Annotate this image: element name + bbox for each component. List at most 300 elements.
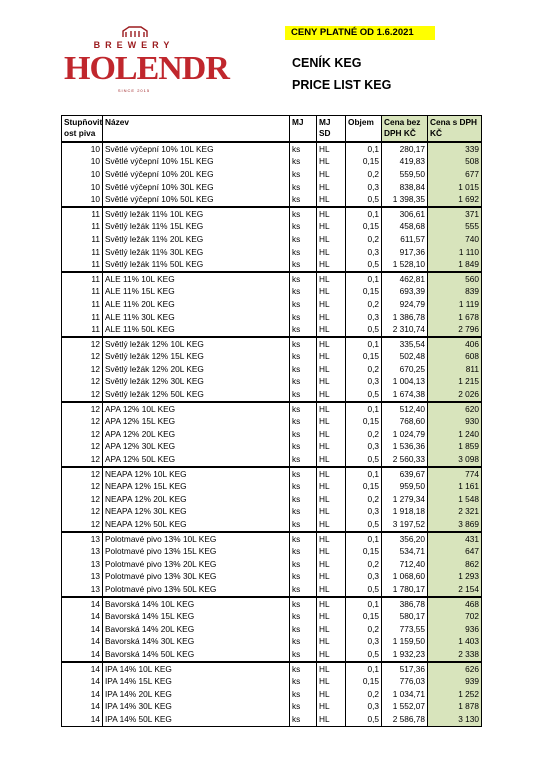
- logo-brewery-text: BREWERY: [93, 40, 175, 50]
- cell-price-excl-vat: 1 674,38: [382, 388, 428, 402]
- cell-name: IPA 14% 30L KEG: [103, 701, 290, 714]
- cell-volume: 0,3: [346, 441, 382, 454]
- cell-price-incl-vat: 930: [428, 415, 482, 428]
- cell-price-excl-vat: 512,40: [382, 402, 428, 416]
- table-row: [62, 441, 482, 454]
- cell-name: Světlý ležák 12% 50L KEG: [103, 388, 290, 402]
- table-row: [62, 648, 482, 662]
- cell-price-excl-vat: 1 159,50: [382, 636, 428, 649]
- cell-grade: 11: [62, 246, 103, 259]
- cell-unit: ks: [290, 506, 317, 519]
- table-row: [62, 181, 482, 194]
- cell-name: Světlé výčepní 10% 10L KEG: [103, 142, 290, 156]
- cell-volume: 0,1: [346, 337, 382, 351]
- cell-grade: 11: [62, 323, 103, 337]
- table-row: [62, 623, 482, 636]
- cell-grade: 13: [62, 558, 103, 571]
- cell-name: IPA 14% 15L KEG: [103, 675, 290, 688]
- cell-name: APA 12% 15L KEG: [103, 415, 290, 428]
- cell-grade: 12: [62, 376, 103, 389]
- cell-name: IPA 14% 50L KEG: [103, 713, 290, 726]
- cell-price-incl-vat: 862: [428, 558, 482, 571]
- cell-volume: 0,1: [346, 597, 382, 611]
- cell-unit: ks: [290, 323, 317, 337]
- cell-price-excl-vat: 670,25: [382, 363, 428, 376]
- cell-price-incl-vat: 626: [428, 662, 482, 676]
- cell-grade: 12: [62, 518, 103, 532]
- cell-unit-sd: HL: [317, 286, 346, 299]
- logo-wordmark: HOLENDR: [64, 50, 229, 87]
- cell-unit: ks: [290, 428, 317, 441]
- table-row: [62, 453, 482, 467]
- cell-price-excl-vat: 559,50: [382, 168, 428, 181]
- cell-price-excl-vat: 1 528,10: [382, 258, 428, 272]
- cell-price-excl-vat: 959,50: [382, 480, 428, 493]
- cell-grade: 12: [62, 351, 103, 364]
- table-row: [62, 428, 482, 441]
- cell-unit-sd: HL: [317, 662, 346, 676]
- table-row: [62, 688, 482, 701]
- cell-grade: 12: [62, 493, 103, 506]
- cell-price-excl-vat: 712,40: [382, 558, 428, 571]
- cell-price-excl-vat: 2 310,74: [382, 323, 428, 337]
- cell-grade: 14: [62, 675, 103, 688]
- cell-price-excl-vat: 1 398,35: [382, 193, 428, 207]
- cell-name: Bavorská 14% 15L KEG: [103, 610, 290, 623]
- cell-price-incl-vat: 1 119: [428, 298, 482, 311]
- table-row: [62, 571, 482, 584]
- cell-unit: ks: [290, 583, 317, 597]
- cell-price-excl-vat: 502,48: [382, 351, 428, 364]
- cell-price-incl-vat: 702: [428, 610, 482, 623]
- cell-price-excl-vat: 1 279,34: [382, 493, 428, 506]
- table-header-row: [62, 116, 482, 143]
- cell-grade: 14: [62, 648, 103, 662]
- table-row: [62, 583, 482, 597]
- cell-volume: 0,15: [346, 480, 382, 493]
- cell-volume: 0,5: [346, 713, 382, 726]
- page-title-cz: CENÍK KEG: [292, 56, 362, 70]
- cell-volume: 0,15: [346, 286, 382, 299]
- cell-price-incl-vat: 1 215: [428, 376, 482, 389]
- cell-grade: 11: [62, 311, 103, 324]
- cell-grade: 12: [62, 402, 103, 416]
- cell-name: Bavorská 14% 50L KEG: [103, 648, 290, 662]
- cell-unit: ks: [290, 221, 317, 234]
- cell-unit-sd: HL: [317, 518, 346, 532]
- cell-volume: 0,15: [346, 221, 382, 234]
- cell-name: Světlý ležák 12% 30L KEG: [103, 376, 290, 389]
- table-row: [62, 402, 482, 416]
- cell-unit-sd: HL: [317, 258, 346, 272]
- cell-price-incl-vat: 1 678: [428, 311, 482, 324]
- table-row: [62, 323, 482, 337]
- cell-unit-sd: HL: [317, 675, 346, 688]
- cell-volume: 0,1: [346, 532, 382, 546]
- cell-unit-sd: HL: [317, 207, 346, 221]
- cell-unit-sd: HL: [317, 376, 346, 389]
- cell-name: Polotmavé pivo 13% 15L KEG: [103, 545, 290, 558]
- cell-unit: ks: [290, 493, 317, 506]
- cell-unit: ks: [290, 597, 317, 611]
- cell-volume: 0,1: [346, 142, 382, 156]
- table-row: [62, 233, 482, 246]
- cell-price-incl-vat: 3 869: [428, 518, 482, 532]
- cell-unit: ks: [290, 648, 317, 662]
- validity-banner: CENY PLATNÉ OD 1.6.2021: [285, 26, 435, 40]
- cell-price-incl-vat: 1 849: [428, 258, 482, 272]
- cell-name: Světlý ležák 11% 20L KEG: [103, 233, 290, 246]
- cell-unit: ks: [290, 441, 317, 454]
- cell-unit-sd: HL: [317, 648, 346, 662]
- cell-unit: ks: [290, 545, 317, 558]
- cell-price-excl-vat: 1 552,07: [382, 701, 428, 714]
- cell-grade: 14: [62, 610, 103, 623]
- cell-price-excl-vat: 462,81: [382, 272, 428, 286]
- cell-unit-sd: HL: [317, 142, 346, 156]
- cell-name: Světlý ležák 11% 50L KEG: [103, 258, 290, 272]
- cell-price-incl-vat: 1 015: [428, 181, 482, 194]
- cell-name: ALE 11% 20L KEG: [103, 298, 290, 311]
- cell-unit: ks: [290, 688, 317, 701]
- cell-grade: 10: [62, 168, 103, 181]
- cell-price-incl-vat: 2 796: [428, 323, 482, 337]
- cell-unit-sd: HL: [317, 363, 346, 376]
- cell-price-incl-vat: 839: [428, 286, 482, 299]
- cell-volume: 0,5: [346, 388, 382, 402]
- table-row: [62, 713, 482, 726]
- cell-grade: 12: [62, 441, 103, 454]
- cell-unit-sd: HL: [317, 156, 346, 169]
- cell-price-excl-vat: 917,36: [382, 246, 428, 259]
- cell-unit-sd: HL: [317, 506, 346, 519]
- cell-grade: 11: [62, 258, 103, 272]
- cell-price-excl-vat: 580,17: [382, 610, 428, 623]
- cell-grade: 11: [62, 286, 103, 299]
- cell-grade: 11: [62, 207, 103, 221]
- cell-price-incl-vat: 2 154: [428, 583, 482, 597]
- table-row: [62, 207, 482, 221]
- cell-price-incl-vat: 740: [428, 233, 482, 246]
- cell-unit-sd: HL: [317, 181, 346, 194]
- cell-name: Světlý ležák 12% 15L KEG: [103, 351, 290, 364]
- cell-name: Bavorská 14% 30L KEG: [103, 636, 290, 649]
- cell-grade: 10: [62, 181, 103, 194]
- cell-volume: 0,2: [346, 363, 382, 376]
- cell-unit: ks: [290, 272, 317, 286]
- cell-volume: 0,3: [346, 506, 382, 519]
- cell-grade: 12: [62, 415, 103, 428]
- header-price-incl-vat: Cena s DPH KČ: [428, 116, 482, 143]
- cell-unit-sd: HL: [317, 168, 346, 181]
- cell-price-incl-vat: 1 293: [428, 571, 482, 584]
- cell-unit: ks: [290, 311, 317, 324]
- cell-unit-sd: HL: [317, 545, 346, 558]
- cell-grade: 12: [62, 467, 103, 481]
- table-row: [62, 258, 482, 272]
- table-row: [62, 272, 482, 286]
- table-row: [62, 597, 482, 611]
- cell-price-incl-vat: 1 252: [428, 688, 482, 701]
- cell-price-excl-vat: 1 068,60: [382, 571, 428, 584]
- cell-volume: 0,5: [346, 193, 382, 207]
- cell-price-incl-vat: 468: [428, 597, 482, 611]
- cell-unit: ks: [290, 246, 317, 259]
- cell-price-incl-vat: 1 878: [428, 701, 482, 714]
- cell-volume: 0,2: [346, 428, 382, 441]
- cell-price-excl-vat: 517,36: [382, 662, 428, 676]
- cell-unit-sd: HL: [317, 688, 346, 701]
- cell-name: Světlý ležák 11% 15L KEG: [103, 221, 290, 234]
- cell-price-incl-vat: 677: [428, 168, 482, 181]
- table-row: [62, 351, 482, 364]
- table-row: [62, 506, 482, 519]
- cell-unit: ks: [290, 662, 317, 676]
- table-row: [62, 610, 482, 623]
- cell-grade: 13: [62, 571, 103, 584]
- cell-unit: ks: [290, 701, 317, 714]
- header-name: Název: [103, 116, 290, 143]
- cell-volume: 0,2: [346, 168, 382, 181]
- table-row: [62, 337, 482, 351]
- cell-name: IPA 14% 20L KEG: [103, 688, 290, 701]
- cell-price-excl-vat: 2 560,33: [382, 453, 428, 467]
- table-row: [62, 388, 482, 402]
- table-row: [62, 662, 482, 676]
- cell-name: Světlé výčepní 10% 15L KEG: [103, 156, 290, 169]
- cell-volume: 0,2: [346, 558, 382, 571]
- cell-grade: 14: [62, 713, 103, 726]
- cell-volume: 0,3: [346, 311, 382, 324]
- cell-name: APA 12% 50L KEG: [103, 453, 290, 467]
- cell-name: Světlý ležák 11% 10L KEG: [103, 207, 290, 221]
- cell-price-excl-vat: 458,68: [382, 221, 428, 234]
- cell-grade: 13: [62, 545, 103, 558]
- cell-price-incl-vat: 939: [428, 675, 482, 688]
- cell-grade: 11: [62, 272, 103, 286]
- table-row: [62, 493, 482, 506]
- cell-volume: 0,2: [346, 623, 382, 636]
- table-row: [62, 415, 482, 428]
- cell-unit-sd: HL: [317, 428, 346, 441]
- cell-volume: 0,5: [346, 518, 382, 532]
- table-row: [62, 298, 482, 311]
- cell-grade: 12: [62, 506, 103, 519]
- cell-price-incl-vat: 371: [428, 207, 482, 221]
- cell-name: NEAPA 12% 50L KEG: [103, 518, 290, 532]
- cell-unit-sd: HL: [317, 337, 346, 351]
- cell-price-excl-vat: 1 536,36: [382, 441, 428, 454]
- cell-name: APA 12% 10L KEG: [103, 402, 290, 416]
- cell-price-incl-vat: 936: [428, 623, 482, 636]
- cell-price-excl-vat: 773,55: [382, 623, 428, 636]
- cell-price-excl-vat: 2 586,78: [382, 713, 428, 726]
- cell-unit-sd: HL: [317, 480, 346, 493]
- table-row: [62, 636, 482, 649]
- cell-unit: ks: [290, 415, 317, 428]
- cell-unit: ks: [290, 713, 317, 726]
- price-table: [61, 115, 482, 727]
- cell-price-excl-vat: 306,61: [382, 207, 428, 221]
- cell-volume: 0,5: [346, 258, 382, 272]
- cell-price-excl-vat: 1 004,13: [382, 376, 428, 389]
- brewery-logo: [64, 26, 229, 98]
- cell-unit: ks: [290, 376, 317, 389]
- table-row: [62, 701, 482, 714]
- page-title-en: PRICE LIST KEG: [292, 78, 392, 92]
- cell-price-excl-vat: 838,84: [382, 181, 428, 194]
- cell-unit-sd: HL: [317, 246, 346, 259]
- cell-price-incl-vat: 1 240: [428, 428, 482, 441]
- cell-unit: ks: [290, 286, 317, 299]
- cell-unit: ks: [290, 388, 317, 402]
- cell-volume: 0,5: [346, 583, 382, 597]
- cell-price-incl-vat: 1 161: [428, 480, 482, 493]
- cell-name: Bavorská 14% 10L KEG: [103, 597, 290, 611]
- cell-volume: 0,15: [346, 351, 382, 364]
- cell-volume: 0,3: [346, 181, 382, 194]
- cell-unit: ks: [290, 558, 317, 571]
- cell-unit: ks: [290, 610, 317, 623]
- cell-unit-sd: HL: [317, 351, 346, 364]
- cell-grade: 12: [62, 388, 103, 402]
- cell-name: ALE 11% 50L KEG: [103, 323, 290, 337]
- cell-unit: ks: [290, 571, 317, 584]
- cell-price-excl-vat: 924,79: [382, 298, 428, 311]
- cell-grade: 14: [62, 597, 103, 611]
- cell-unit-sd: HL: [317, 558, 346, 571]
- cell-price-incl-vat: 555: [428, 221, 482, 234]
- cell-grade: 14: [62, 662, 103, 676]
- cell-grade: 14: [62, 688, 103, 701]
- cell-price-incl-vat: 2 321: [428, 506, 482, 519]
- cell-unit-sd: HL: [317, 532, 346, 546]
- cell-unit: ks: [290, 156, 317, 169]
- cell-unit: ks: [290, 675, 317, 688]
- cell-volume: 0,2: [346, 298, 382, 311]
- cell-price-incl-vat: 1 548: [428, 493, 482, 506]
- cell-volume: 0,15: [346, 675, 382, 688]
- cell-price-incl-vat: 1 110: [428, 246, 482, 259]
- cell-unit-sd: HL: [317, 467, 346, 481]
- table-row: [62, 532, 482, 546]
- table-row: [62, 221, 482, 234]
- table-row: [62, 246, 482, 259]
- cell-price-excl-vat: 419,83: [382, 156, 428, 169]
- cell-unit-sd: HL: [317, 701, 346, 714]
- cell-unit: ks: [290, 298, 317, 311]
- cell-volume: 0,3: [346, 376, 382, 389]
- cell-unit-sd: HL: [317, 623, 346, 636]
- cell-price-excl-vat: 1 918,18: [382, 506, 428, 519]
- cell-name: ALE 11% 30L KEG: [103, 311, 290, 324]
- cell-unit-sd: HL: [317, 636, 346, 649]
- cell-unit-sd: HL: [317, 453, 346, 467]
- cell-volume: 0,15: [346, 415, 382, 428]
- cell-unit-sd: HL: [317, 221, 346, 234]
- brewery-roof-icon: [122, 26, 148, 38]
- cell-price-excl-vat: 1 780,17: [382, 583, 428, 597]
- cell-name: Polotmavé pivo 13% 10L KEG: [103, 532, 290, 546]
- header-volume: Objem: [346, 116, 382, 143]
- cell-name: APA 12% 30L KEG: [103, 441, 290, 454]
- cell-unit: ks: [290, 233, 317, 246]
- cell-name: APA 12% 20L KEG: [103, 428, 290, 441]
- cell-name: Polotmavé pivo 13% 20L KEG: [103, 558, 290, 571]
- cell-unit-sd: HL: [317, 597, 346, 611]
- table-row: [62, 193, 482, 207]
- cell-price-excl-vat: 1 024,79: [382, 428, 428, 441]
- table-row: [62, 311, 482, 324]
- cell-grade: 13: [62, 583, 103, 597]
- cell-volume: 0,15: [346, 156, 382, 169]
- cell-unit-sd: HL: [317, 193, 346, 207]
- cell-volume: 0,3: [346, 701, 382, 714]
- cell-unit: ks: [290, 258, 317, 272]
- header-grade: Stupňovit ost piva: [62, 116, 103, 143]
- cell-unit: ks: [290, 363, 317, 376]
- cell-grade: 12: [62, 480, 103, 493]
- cell-volume: 0,2: [346, 493, 382, 506]
- cell-unit: ks: [290, 337, 317, 351]
- cell-unit: ks: [290, 453, 317, 467]
- cell-grade: 12: [62, 453, 103, 467]
- table-row: [62, 156, 482, 169]
- cell-unit-sd: HL: [317, 415, 346, 428]
- cell-name: IPA 14% 10L KEG: [103, 662, 290, 676]
- cell-volume: 0,1: [346, 662, 382, 676]
- table-row: [62, 363, 482, 376]
- cell-grade: 10: [62, 156, 103, 169]
- cell-unit: ks: [290, 193, 317, 207]
- cell-volume: 0,15: [346, 545, 382, 558]
- cell-grade: 11: [62, 233, 103, 246]
- cell-name: Světlé výčepní 10% 50L KEG: [103, 193, 290, 207]
- cell-price-excl-vat: 776,03: [382, 675, 428, 688]
- cell-price-incl-vat: 339: [428, 142, 482, 156]
- cell-volume: 0,3: [346, 636, 382, 649]
- cell-grade: 11: [62, 221, 103, 234]
- cell-volume: 0,2: [346, 688, 382, 701]
- table-row: [62, 376, 482, 389]
- cell-unit: ks: [290, 480, 317, 493]
- cell-grade: 14: [62, 701, 103, 714]
- cell-unit: ks: [290, 402, 317, 416]
- cell-grade: 12: [62, 428, 103, 441]
- table-row: [62, 518, 482, 532]
- cell-name: NEAPA 12% 20L KEG: [103, 493, 290, 506]
- cell-grade: 10: [62, 193, 103, 207]
- cell-unit: ks: [290, 623, 317, 636]
- cell-unit-sd: HL: [317, 311, 346, 324]
- cell-unit: ks: [290, 168, 317, 181]
- cell-unit-sd: HL: [317, 272, 346, 286]
- cell-price-excl-vat: 3 197,52: [382, 518, 428, 532]
- cell-name: Polotmavé pivo 13% 30L KEG: [103, 571, 290, 584]
- header-unit: MJ: [290, 116, 317, 143]
- cell-price-incl-vat: 774: [428, 467, 482, 481]
- cell-price-excl-vat: 693,39: [382, 286, 428, 299]
- cell-name: ALE 11% 15L KEG: [103, 286, 290, 299]
- cell-price-excl-vat: 534,71: [382, 545, 428, 558]
- cell-unit: ks: [290, 467, 317, 481]
- cell-unit: ks: [290, 142, 317, 156]
- cell-name: Světlý ležák 12% 10L KEG: [103, 337, 290, 351]
- cell-price-excl-vat: 1 932,23: [382, 648, 428, 662]
- cell-volume: 0,2: [346, 233, 382, 246]
- cell-price-excl-vat: 280,17: [382, 142, 428, 156]
- cell-name: Světlý ležák 11% 30L KEG: [103, 246, 290, 259]
